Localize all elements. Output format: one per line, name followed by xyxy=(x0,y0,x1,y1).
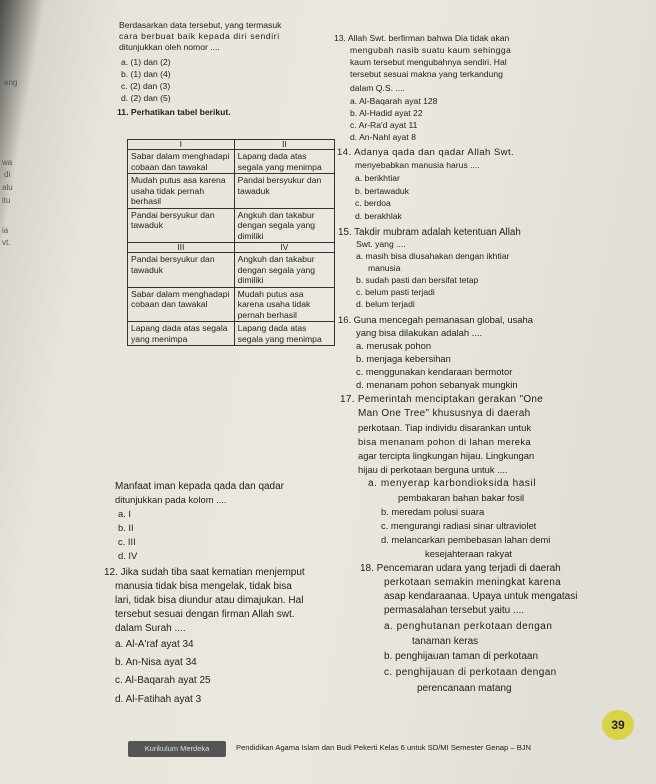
table-row xyxy=(128,150,335,174)
q11-table xyxy=(127,139,335,346)
q18-line: permasalahan tersebut yaitu .... xyxy=(384,605,525,616)
q10-intro-line: cara berbuat baik kepada diri sendiri xyxy=(119,31,280,41)
table-header: IV xyxy=(234,243,334,253)
table-row xyxy=(128,322,335,346)
q15-option: d. belum terjadi xyxy=(356,299,415,309)
q15-option: b. sudah pasti dan bersifat tetap xyxy=(356,275,479,285)
q16-line: 16. Guna mencegah pemanasan global, usaha xyxy=(338,314,533,325)
table-cell: Lapang dada atas segala yang menimpa xyxy=(234,150,334,174)
q15-option: a. masih bisa diusahakan dengan ikhtiar xyxy=(356,251,510,261)
q12-option: a. Al-A'raf ayat 34 xyxy=(115,639,194,650)
q18-option: a. penghutanan perkotaan dengan xyxy=(384,621,553,632)
q13-option: a. Al-Baqarah ayat 128 xyxy=(350,96,438,106)
q14-option: a. berikhtiar xyxy=(355,173,400,183)
q12-option: b. An-Nisa ayat 34 xyxy=(115,657,197,668)
q11-option: c. III xyxy=(118,536,136,547)
table-row xyxy=(128,208,335,243)
q11-prompt: ditunjukkan pada kolom .... xyxy=(115,494,227,505)
table-header: I xyxy=(128,140,235,150)
table-row xyxy=(128,287,335,322)
table-cell: Sabar dalam menghadapi cobaan dan tawakal xyxy=(128,150,235,174)
q17-line: agar tercipta lingkungan hijau. Lingkungan xyxy=(358,450,535,461)
q18-option: c. penghijauan di perkotaan dengan xyxy=(384,667,557,678)
q10-intro-line: Berdasarkan data tersebut, yang termasuk xyxy=(119,20,282,30)
q14-option: d. berakhlak xyxy=(355,211,402,221)
page-number: 39 xyxy=(602,710,634,740)
q17-line: Man One Tree" khususnya di daerah xyxy=(358,408,531,419)
q11-title: 11. Perhatikan tabel berikut. xyxy=(117,107,231,117)
q18-option: perencanaan matang xyxy=(417,683,512,694)
q17-line: perkotaan. Tiap individu disarankan untuk xyxy=(358,422,532,433)
q18-line: 18. Pencemaran udara yang terjadi di daerah xyxy=(360,563,561,574)
edge-fragment: alu xyxy=(2,183,13,192)
q12-line: lari, tidak bisa diundur atau dimajukan. Hal xyxy=(115,595,304,606)
q13-option: d. An-Nahl ayat 8 xyxy=(350,132,416,142)
q12-line: 12. Jika sudah tiba saat kematian menjemput xyxy=(104,567,305,578)
table-cell: Mudah putus asa karena usaha tidak pernah berhasil xyxy=(128,174,235,209)
q17-line: bisa menanam pohon di lahan mereka xyxy=(358,436,532,447)
q14-line: 14. Adanya qada dan qadar Allah Swt. xyxy=(337,147,515,158)
edge-fragment: ang xyxy=(4,78,18,87)
table-cell: Mudah putus asa karena usaha tidak pernah berhasil xyxy=(234,287,334,322)
q10-option: b. (1) dan (4) xyxy=(121,69,171,79)
q16-line: yang bisa dilakukan adalah .... xyxy=(356,327,483,338)
q13-line: tersebut sesuai makna yang terkandung xyxy=(350,69,503,79)
q16-option: d. menanam pohon sebanyak mungkin xyxy=(356,379,518,390)
edge-fragment: wa xyxy=(2,158,13,167)
table-cell: Pandai bersyukur dan tawaduk xyxy=(234,174,334,209)
q18-option: b. penghijauan taman di perkotaan xyxy=(384,651,539,662)
edge-fragment: vt. xyxy=(2,238,11,247)
q16-option: a. merusak pohon xyxy=(356,340,432,351)
q14-line: menyebabkan manusia harus .... xyxy=(355,160,480,170)
q16-option: b. menjaga kebersihan xyxy=(356,353,451,364)
table-header: II xyxy=(234,140,334,150)
q10-option: a. (1) dan (2) xyxy=(121,57,171,67)
q17-option: kesejahteraan rakyat xyxy=(425,548,513,559)
q11-prompt: Manfaat iman kepada qada dan qadar xyxy=(115,481,285,492)
q14-option: c. berdoa xyxy=(355,198,391,208)
footer-text: Pendidikan Agama Islam dan Budi Pekerti Kelas 6 untuk SD/MI Semester Genap – BJN xyxy=(236,743,532,752)
q12-line: manusia tidak bisa mengelak, tidak bisa xyxy=(115,581,292,592)
q18-line: asap kendaraanaa. Upaya untuk mengatasi xyxy=(384,591,578,602)
edge-fragment: itu xyxy=(2,196,11,205)
edge-fragment: ia xyxy=(2,226,9,235)
q13-option: c. Ar-Ra'd ayat 11 xyxy=(350,120,418,130)
table-cell: Sabar dalam menghadapi cobaan dan tawakal xyxy=(128,287,235,322)
q17-option: d. melancarkan pembebasan lahan demi xyxy=(381,534,551,545)
q15-option: manusia xyxy=(368,263,401,273)
q17-option: a. menyerap karbondioksida hasil xyxy=(368,478,537,489)
edge-fragment: di xyxy=(4,170,11,179)
table-cell: Pandai bersyukur dan tawaduk xyxy=(128,208,235,243)
q14-option: b. bertawaduk xyxy=(355,186,409,196)
q12-line: dalam Surah .... xyxy=(115,623,186,634)
table-cell: Angkuh dan takabur dengan segala yang dimiliki xyxy=(234,208,334,243)
table-cell: Lapang dada atas segala yang menimpa xyxy=(128,322,235,346)
q18-line: perkotaan semakin meningkat karena xyxy=(384,577,561,588)
q10-option: c. (2) dan (3) xyxy=(121,81,171,91)
table-row xyxy=(128,174,335,209)
q17-option: pembakaran bahan bakar fosil xyxy=(398,492,525,503)
q13-line: 13. Allah Swt. berfirman bahwa Dia tidak akan xyxy=(334,33,510,43)
q13-line: mengubah nasib suatu kaum sehingga xyxy=(350,45,512,55)
q16-option: c. menggunakan kendaraan bermotor xyxy=(356,366,513,377)
table-header: III xyxy=(128,243,235,253)
q12-option: d. Al-Fatihah ayat 3 xyxy=(115,694,202,705)
q17-option: b. meredam polusi suara xyxy=(381,506,485,517)
q12-line: tersebut sesuai dengan firman Allah swt. xyxy=(115,609,295,620)
table-cell: Angkuh dan takabur dengan segala yang dimiliki xyxy=(234,253,334,288)
q15-line: Swt. yang .... xyxy=(356,239,406,249)
q11-option: d. IV xyxy=(118,550,138,561)
q11-option: a. I xyxy=(118,508,132,519)
q17-line: hijau di perkotaan berguna untuk .... xyxy=(358,464,508,475)
table-cell: Pandai bersyukur dan tawaduk xyxy=(128,253,235,288)
q10-intro-line: ditunjukkan oleh nomor .... xyxy=(119,42,220,52)
q13-option: b. Al-Hadid ayat 22 xyxy=(350,108,423,118)
curriculum-badge: Kurikulum Merdeka xyxy=(128,741,226,757)
table-cell: Lapang dada atas segala yang menimpa xyxy=(234,322,334,346)
q15-option: c. belum pasti terjadi xyxy=(356,287,435,297)
q12-option: c. Al-Baqarah ayat 25 xyxy=(115,675,211,686)
q13-line: dalam Q.S. .... xyxy=(350,83,405,93)
table-row xyxy=(128,253,335,288)
q13-line: kaum tersebut mengubahnya sendiri. Hal xyxy=(350,57,507,67)
q18-option: tanaman keras xyxy=(412,636,479,647)
q17-option: c. mengurangi radiasi sinar ultraviolet xyxy=(381,520,537,531)
q10-option: d. (2) dan (5) xyxy=(121,93,171,103)
q17-line: 17. Pemerintah menciptakan gerakan "One xyxy=(340,394,544,405)
q11-option: b. II xyxy=(118,522,134,533)
q15-line: 15. Takdir mubram adalah ketentuan Allah xyxy=(338,227,521,238)
